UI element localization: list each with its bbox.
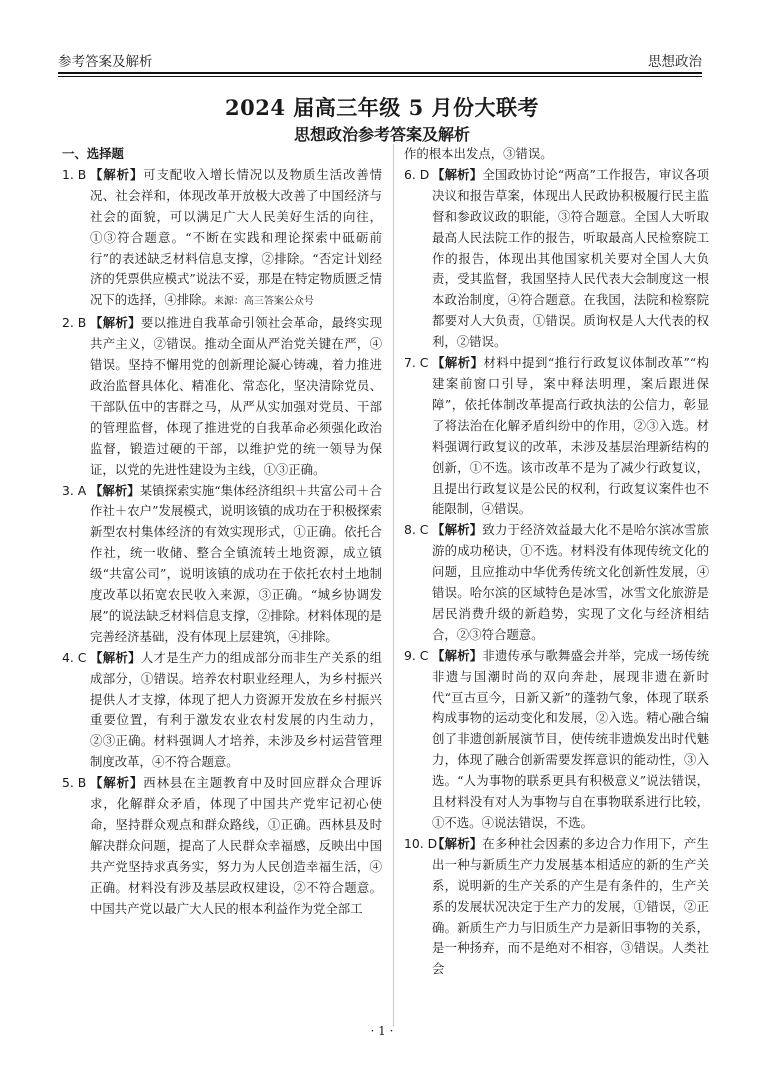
answer-item-10 bbox=[404, 834, 709, 980]
left-column bbox=[62, 144, 382, 920]
answer-item-3 bbox=[62, 481, 382, 648]
page-title: 2024 届高三年级 5 月份大联考 bbox=[225, 95, 539, 120]
analysis-tag: 【解析】 bbox=[432, 647, 483, 663]
analysis-tag: 【解析】 bbox=[90, 166, 144, 182]
item-number: 4. C bbox=[62, 649, 87, 665]
section-heading: 一、选择题 bbox=[62, 146, 124, 161]
answer-item-1 bbox=[62, 165, 382, 313]
analysis-tag: 【解析】 bbox=[432, 522, 483, 538]
column-divider bbox=[393, 144, 394, 1026]
item-text: 材料中提到“推行行政复议体制改革”“构建案前窗口引导，案中释法明理，案后跟进保障”，依托体制改革提高行政执法的公信力，彰显了将法治在化解矛盾纠纷中的作用，②③入选。材料强调行政复议的改革，未涉及基层治理新结构的创新，①不选。该市改革不是为了减少行政复议，且提出行政复议是公民的权利，行政复议案件也不能限制，④错误。 bbox=[432, 355, 709, 517]
source-note: 来源：高三答案公众号 bbox=[213, 296, 314, 308]
item-number: 1. B bbox=[62, 166, 87, 182]
analysis-tag: 【解析】 bbox=[90, 775, 144, 791]
item-number: 5. B bbox=[62, 775, 87, 791]
page-header bbox=[58, 46, 702, 72]
item-number: 10. D bbox=[404, 835, 438, 851]
analysis-tag: 【解析】 bbox=[432, 835, 483, 851]
page-subtitle: 思想政治参考答案及解析 bbox=[293, 125, 470, 144]
item-number: 6. D bbox=[404, 166, 430, 182]
answer-item-6 bbox=[404, 165, 709, 353]
item-number: 2. B bbox=[62, 315, 87, 331]
item-text: 致力于经济效益最大化不是哈尔滨冰雪旅游的成功秘诀，①不选。材料没有体现传统文化的问题，且应推动中华优秀传统文化创新性发展，④错误。哈尔滨的区域特色是冰雪，冰雪文化旅游是居民消费升级的新趋势，实现了文化与经济相结合，②③符合题意。 bbox=[432, 522, 710, 642]
header-rule-thin bbox=[58, 76, 702, 77]
answer-item-2 bbox=[62, 313, 382, 480]
answer-item-5 bbox=[62, 773, 382, 919]
analysis-tag: 【解析】 bbox=[90, 315, 141, 331]
item-text: 全国政协讨论“两高”工作报告，审议各项决议和报告草案，体现出人民政协积极履行民主监督和参政议政的职能，③符合题意。全国人大听取最高人民法院工作的报告，听取最高人民检察院工作的报告，体现出其他国家机关要对全国人大负责，受其监督，我国坚持人民代表大会制度这一根本政治制度，④符合题意。在我国，法院和检察院都要对人大负责，①错误。质询权是人大代表的权利，②错误。 bbox=[432, 166, 709, 350]
header-left-text: 参考答案及解析 bbox=[58, 54, 153, 70]
answer-item-7 bbox=[404, 353, 709, 520]
answer-item-4 bbox=[62, 648, 382, 773]
analysis-tag: 【解析】 bbox=[90, 649, 141, 665]
item-number: 9. C bbox=[404, 647, 429, 663]
answer-item-5-continued: 作的根本出发点，③错误。 bbox=[404, 146, 553, 161]
analysis-tag: 【解析】 bbox=[90, 482, 140, 498]
item-number: 7. C bbox=[404, 355, 429, 371]
analysis-tag: 【解析】 bbox=[432, 166, 483, 182]
item-number: 8. C bbox=[404, 522, 429, 538]
item-text: 可支配收入增长情况以及物质生活改善情况、社会祥和，体现改革开放极大改善了中国经济与社会的面貌，可以满足广大人民美好生活的向往，①③符合题意。“不断在实践和理论探索中砥砺前行”的表述缺乏材料信息支撑，②排除。“否定计划经济的凭票供应模式”说法不妥，那是在特定物质匮乏情况下的选择，④排除。 bbox=[90, 166, 383, 308]
right-column bbox=[404, 144, 709, 980]
item-text: 某镇探索实施“集体经济组织＋共富公司＋合作社＋农户”发展模式，说明该镇的成功在于积极探索新型农村集体经济的有效实现形式，①正确。依托合作社，统一收储、整合全镇流转土地资源，成立镇级“共富公司”，说明该镇的成功在于依托农村土地制度改革以拓宽农民收入来源，③正确。“城乡协调发展”的说法缺乏材料信息支撑，②排除。材料体现的是完善经济基础，没有体现上层建筑，④排除。 bbox=[90, 482, 382, 644]
answer-item-8 bbox=[404, 520, 709, 645]
item-text: 非遗传承与歌舞盛会并举，完成一场传统非遗与国潮时尚的双向奔赴，展现非遗在新时代“亘古亘今，日新又新”的蓬勃气象，体现了联系构成事物的运动变化和发展，②入选。精心融合编创了非遗创新展演节目，使传统非遗焕发出时代魅力，体现了融合创新需要发挥意识的能动性，③入选。“人为事物的联系更具有积极意义”说法错误，且材料没有对人为事物与自在事物联系进行比较，①不选。④说法错误，不选。 bbox=[432, 647, 710, 830]
item-text: 要以推进自我革命引领社会革命，最终实现共产主义，②错误。推动全面从严治党关键在严，④错误。坚持不懈用党的创新理论凝心铸魂，着力推进政治监督具体化、精准化、常态化，坚决清除党员、干部队伍中的害群之马，从严从实加强对党员、干部的管理监督，体现了推进党的自我革命必须强化政治监督，锻造过硬的干部，以维护党的统一领导为保证，以党的先进性建设为主线，①③正确。 bbox=[90, 315, 383, 477]
item-text: 在多种社会因素的多边合力作用下，产生出一种与新质生产力发展基本相适应的新的生产关系，说明新的生产关系的产生是有条件的，生产关系的发展状况决定于生产力的发展，①错误，②正确。新质生产力与旧质生产力是新旧事物的关系，是一种扬弃，而不是绝对不相容，③错误。人类社会 bbox=[432, 835, 710, 977]
item-text: 西林县在主题教育中及时回应群众合理诉求，化解群众矛盾，体现了中国共产党牢记初心使命，坚持群众观点和群众路线，①正确。西林县及时解决群众问题，提高了人民群众幸福感，反映出中国共产党坚持求真务实，努力为人民创造幸福生活，④正确。材料没有涉及基层政权建设，②不符合题意。中国共产党以最广大人民的根本利益作为党全部工 bbox=[90, 775, 383, 916]
answer-item-9 bbox=[404, 646, 709, 834]
item-text: 人才是生产力的组成部分而非生产关系的组成部分，①错误。培养农村职业经理人，为乡村振兴提供人才支撑，体现了把人力资源开发放在乡村振兴重要位置，有利于激发农业农村发展的内生动力，②③正确。材料强调人才培养，未涉及乡村运营管理制度改革，④不符合题意。 bbox=[90, 649, 383, 770]
item-number: 3. A bbox=[62, 482, 87, 498]
analysis-tag: 【解析】 bbox=[432, 355, 484, 371]
header-right-text: 思想政治 bbox=[648, 54, 702, 70]
page-number: · 1 · bbox=[370, 1024, 394, 1038]
header-rule-thick bbox=[58, 72, 702, 74]
